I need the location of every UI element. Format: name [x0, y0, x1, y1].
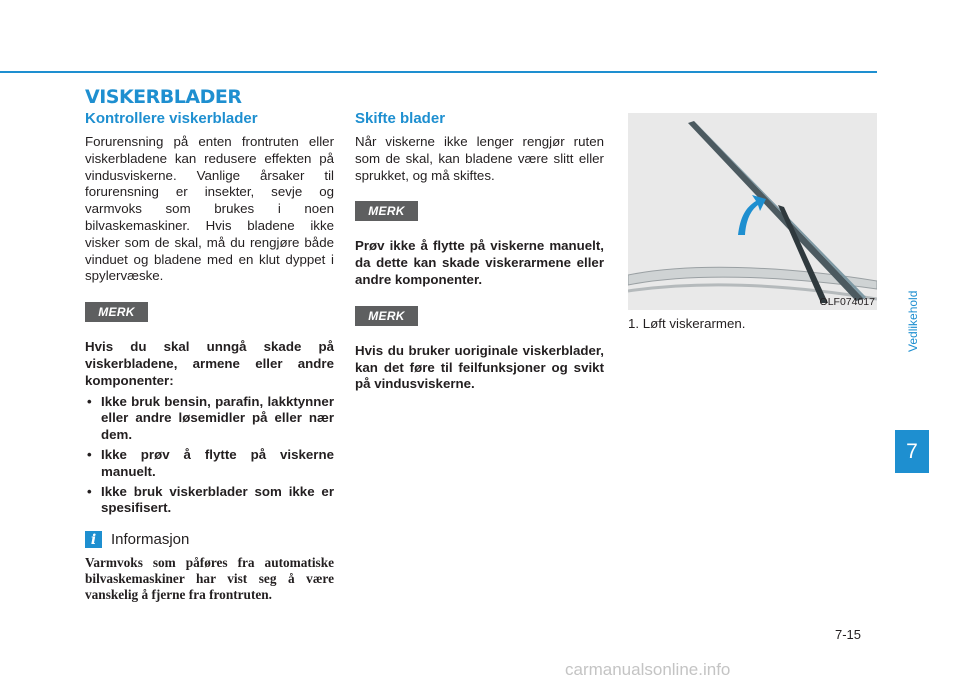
column-right — [628, 110, 877, 331]
column-middle — [355, 110, 604, 393]
figure-code: OLF074017 — [819, 296, 875, 308]
notice-text: Hvis du skal unngå skade på viskerbladene, armene eller andre komponenter: — [85, 339, 334, 388]
figure-caption: 1. Løft viskerarmen. — [628, 316, 746, 331]
paragraph-replace: Når viskerne ikke lenger rengjør ruten som de skal, kan bladene være slitt eller sprukket, og må skiftes. — [355, 134, 604, 183]
notice-text: Hvis du bruker uoriginale viskerblader, kan det føre til feilfunksjoner og svikt på vindusviskerne. — [355, 342, 604, 392]
list-item: • Ikke prøv å flytte på viskerne manuelt. — [87, 446, 334, 479]
info-heading — [85, 531, 334, 548]
list-item: • Ikke bruk bensin, parafin, lakktynner eller andre løsemidler på eller nær dem. — [87, 393, 334, 443]
bullet-icon: • — [87, 483, 92, 499]
chapter-tab: 7 — [895, 430, 929, 473]
section-heading-replace: Skifte blader — [355, 110, 446, 127]
section-heading-inspect: Kontrollere viskerblader — [85, 110, 258, 127]
watermark: carmanualsonline.info — [565, 660, 731, 679]
notice-list — [85, 394, 334, 518]
notice-block — [355, 201, 604, 221]
list-item: • Ikke bruk viskerblader som ikke er spesifisert. — [87, 483, 334, 516]
merk-badge: MERK — [355, 306, 418, 326]
wiper-illustration — [628, 113, 877, 310]
page-title: VISKERBLADER — [85, 86, 242, 108]
info-title: Informasjon — [111, 531, 190, 549]
bullet-icon: • — [87, 393, 92, 409]
info-icon: i — [85, 531, 102, 548]
column-left — [85, 110, 334, 603]
section-tab-label: Vedlikehold — [906, 290, 920, 352]
bullet-icon: • — [87, 446, 92, 462]
merk-badge: MERK — [85, 302, 148, 322]
merk-badge: MERK — [355, 201, 418, 221]
notice-block — [355, 306, 604, 326]
notice-text: Prøv ikke å flytte på viskerne manuelt, da dette kan skade viskerarmene eller andre komponenter. — [355, 238, 604, 287]
header-rule — [0, 71, 877, 73]
wiper-blade-illustration — [628, 113, 877, 310]
info-text: Varmvoks som påføres fra automatiske bilvaskemaskiner har vist seg å være vanskelig å fjerne fra frontruten. — [85, 555, 334, 603]
paragraph-inspect: Forurensning på enten frontruten eller viskerbladene kan redusere effekten på vindusviskerne. Vanlige årsaker til forurensning er insekter, sevje og varmvoks som brukes i noen bilvaskemaskiner. Hvis bladene ikke visker som de skal, må du rengjøre både vinduet og bladene med en klut dyppet i spylervæske. — [85, 134, 334, 284]
notice-block — [85, 302, 334, 322]
page-number: 7-15 — [835, 627, 862, 642]
